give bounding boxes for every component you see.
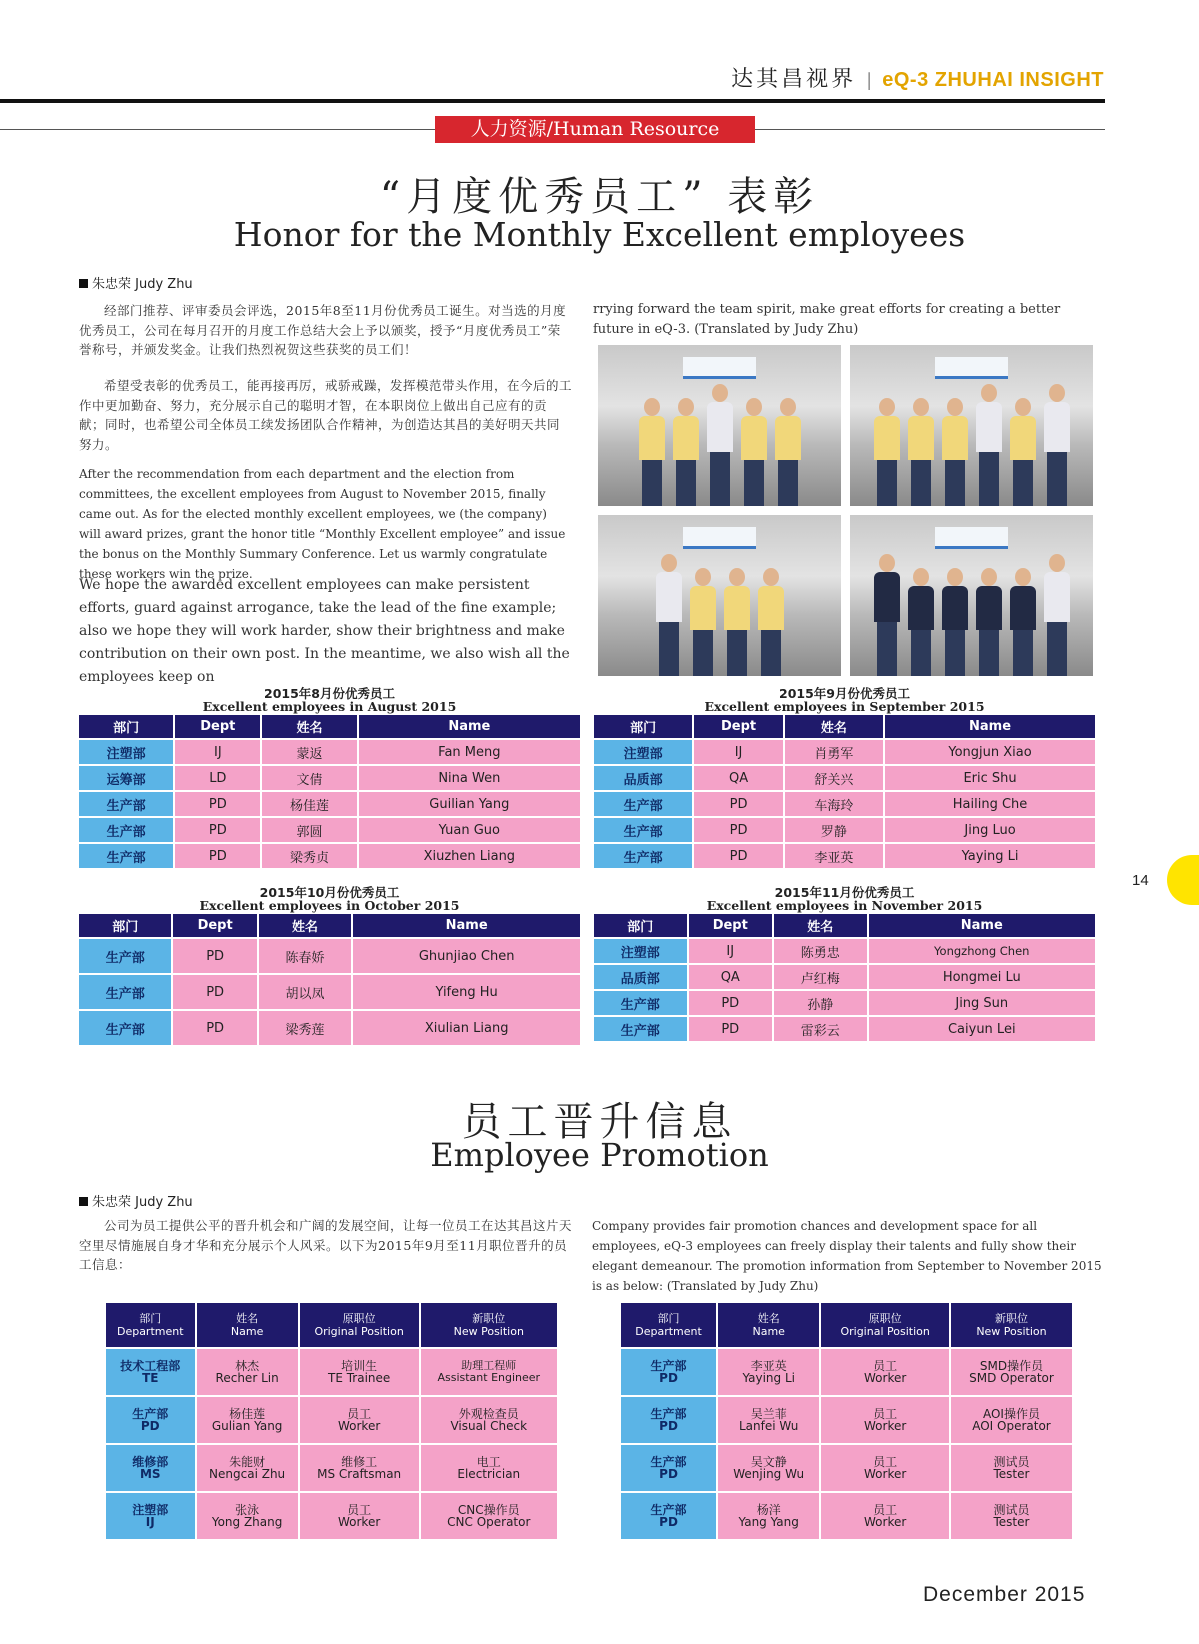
cell-dept: PD [694, 792, 783, 816]
col-header-new-position: 新职位 New Position [951, 1303, 1072, 1347]
cell-dept-cn: 生产部 [79, 792, 173, 816]
cell-dept-cn: 品质部 [594, 965, 687, 989]
cell-name: Yongzhong Chen [869, 939, 1095, 963]
cell-dept-cn: 品质部 [594, 766, 692, 790]
cell-new-position: 外观检查员 Visual Check [421, 1397, 557, 1443]
cell-dept-cn: 生产部 [79, 939, 171, 973]
article1-para-cn-2: 希望受表彰的优秀员工，能再接再厉，戒骄戒躁，发挥模范带头作用，在今后的工作中更加勤奋、努力，充分展示自己的聪明才智，在本职岗位上做出自己应有的贡献；同时，也希望公司全体员工续发扬团队合作精神，为创造达其昌的美好明天共同努力。 [79, 378, 573, 452]
table-row [621, 1445, 1072, 1491]
cell-name-cn: 雷彩云 [774, 1017, 867, 1041]
table-row [594, 1017, 1095, 1041]
cell-department: 生产部 PD [106, 1397, 195, 1443]
col-header: 部门 [79, 914, 171, 937]
cell-name-cn: 卢红梅 [774, 965, 867, 989]
cell-name: Yuan Guo [359, 818, 580, 842]
cell-department: 维修部 MS [106, 1445, 195, 1491]
cell-name: 杨佳莲 Gulian Yang [197, 1397, 298, 1443]
cell-name: Caiyun Lei [869, 1017, 1095, 1041]
table-caption-cn: 2015年8月份优秀员工 [264, 686, 395, 701]
article1-para-cn-1: 经部门推荐、评审委员会评选，2015年8至11月份优秀员工诞生。对当选的月度优秀员工，公司在每月召开的月度工作总结大会上予以颁奖，授予“月度优秀员工”荣誉称号，并颁发奖金。让我们热烈祝贺这些获奖的员工们！ [79, 303, 567, 357]
table-row [79, 975, 580, 1009]
cell-dept: QA [689, 965, 772, 989]
promotion-table [619, 1301, 1074, 1541]
cell-dept: PD [173, 939, 256, 973]
cell-dept: PD [689, 1017, 772, 1041]
cell-dept-cn: 生产部 [594, 818, 692, 842]
cell-name: Guilian Yang [359, 792, 580, 816]
cell-name: Nina Wen [359, 766, 580, 790]
article1-para-en-3: rrying forward the team spirit, make great efforts for creating a better future in eQ-3. (Translated by Judy Zhu) [593, 302, 1061, 337]
cell-dept: PD [175, 792, 260, 816]
cell-name-cn: 肖勇军 [785, 740, 883, 764]
table-september [592, 687, 1097, 870]
cell-dept-cn: 注塑部 [594, 740, 692, 764]
issue-date: December 2015 [923, 1583, 1086, 1606]
cell-original-position: 员工 Worker [821, 1493, 949, 1539]
cell-dept-cn: 生产部 [79, 975, 171, 1009]
table-row [106, 1397, 557, 1443]
col-header: 姓名 [259, 914, 351, 937]
cell-name: 张泳 Yong Zhang [197, 1493, 298, 1539]
cell-department: 生产部 PD [621, 1349, 716, 1395]
cell-dept-cn: 生产部 [79, 818, 173, 842]
cell-department: 技术工程部 TE [106, 1349, 195, 1395]
table-caption [77, 687, 582, 713]
cell-name: Eric Shu [885, 766, 1095, 790]
cell-dept: PD [689, 991, 772, 1015]
col-header: Dept [175, 715, 260, 738]
table-row [594, 792, 1095, 816]
table-row [79, 844, 580, 868]
cell-new-position: SMD操作员 SMD Operator [951, 1349, 1072, 1395]
cell-dept: PD [694, 844, 783, 868]
cell-new-position: AOI操作员 AOI Operator [951, 1397, 1072, 1443]
table-caption-cn: 2015年9月份优秀员工 [779, 686, 910, 701]
cell-dept-cn: 生产部 [79, 1011, 171, 1045]
article1-title-en: Honor for the Monthly Excellent employees [233, 215, 966, 254]
masthead-cn: 达其昌视界 [731, 67, 857, 92]
cell-original-position: 培训生 TE Trainee [300, 1349, 419, 1395]
cell-name-cn: 车海玲 [785, 792, 883, 816]
header-rule-thick [0, 99, 1105, 103]
article1-title-cn: “月度优秀员工” 表彰 [379, 174, 820, 220]
table-row [79, 1011, 580, 1045]
cell-dept: IJ [689, 939, 772, 963]
table-row [594, 818, 1095, 842]
col-header: Name [359, 715, 580, 738]
cell-dept-cn: 注塑部 [79, 740, 173, 764]
table-row [79, 766, 580, 790]
cell-name: Xiulian Liang [353, 1011, 580, 1045]
group-photo-icon [598, 345, 841, 506]
cell-dept: LD [175, 766, 260, 790]
cell-name: 林杰 Recher Lin [197, 1349, 298, 1395]
cell-name: 朱能财 Nengcai Zhu [197, 1445, 298, 1491]
page-tab [1167, 855, 1199, 905]
cell-name: Yongjun Xiao [885, 740, 1095, 764]
cell-name: 李亚英 Yaying Li [718, 1349, 819, 1395]
table-november [592, 886, 1097, 1043]
cell-dept: PD [173, 1011, 256, 1045]
cell-original-position: 员工 Worker [821, 1445, 949, 1491]
table-august [77, 687, 582, 870]
cell-department: 生产部 PD [621, 1397, 716, 1443]
group-photo-icon [850, 515, 1093, 676]
cell-name: 吴文静 Wenjing Wu [718, 1445, 819, 1491]
table-row [79, 818, 580, 842]
cell-name-cn: 罗静 [785, 818, 883, 842]
cell-name-cn: 梁秀莲 [259, 1011, 351, 1045]
cell-name-cn: 陈春娇 [259, 939, 351, 973]
page-number: 14 [1132, 872, 1149, 889]
cell-dept: IJ [694, 740, 783, 764]
cell-dept-cn: 生产部 [79, 844, 173, 868]
cell-name-cn: 杨佳莲 [262, 792, 356, 816]
col-header-original-position: 原职位 Original Position [300, 1303, 419, 1347]
col-header: Dept [173, 914, 256, 937]
table-caption-en: Excellent employees in October 2015 [199, 898, 460, 913]
cell-name: Yifeng Hu [353, 975, 580, 1009]
col-header: Name [869, 914, 1095, 937]
cell-dept-cn: 生产部 [594, 844, 692, 868]
col-header: 姓名 [785, 715, 883, 738]
table-row [79, 740, 580, 764]
table-row [106, 1349, 557, 1395]
cell-name-cn: 李亚英 [785, 844, 883, 868]
cell-new-position: 电工 Electrician [421, 1445, 557, 1491]
cell-department: 生产部 PD [621, 1493, 716, 1539]
cell-name-cn: 蒙返 [262, 740, 356, 764]
col-header: 部门 [594, 914, 687, 937]
article1-para-en-1: After the recommendation from each department and the election from committees, the excellent employees from August to November 2015, finally came out. As for the elected monthly excellent employees, we (the company) will award prizes, grant the honor title “Monthly Excellent employee” and issue the bonus on the Monthly Summary Conference. Let us warmly congratulate these workers win the prize. [79, 467, 566, 581]
cell-dept-cn: 生产部 [594, 792, 692, 816]
cell-dept-cn: 生产部 [594, 991, 687, 1015]
cell-new-position: 测试员 Tester [951, 1445, 1072, 1491]
cell-dept-cn: 生产部 [594, 1017, 687, 1041]
article2-byline: 朱忠荣 Judy Zhu [79, 1191, 193, 1210]
cell-name: Jing Sun [869, 991, 1095, 1015]
cell-name: 杨洋 Yang Yang [718, 1493, 819, 1539]
table-row [594, 740, 1095, 764]
table-row [594, 965, 1095, 989]
table-row [621, 1493, 1072, 1539]
col-header-new-position: 新职位 New Position [421, 1303, 557, 1347]
col-header: 姓名 [774, 914, 867, 937]
promotion-table [104, 1301, 559, 1541]
table-row [621, 1349, 1072, 1395]
table-caption [592, 687, 1097, 713]
table-row [594, 991, 1095, 1015]
section-tag: 人力资源/Human Resource [435, 116, 755, 143]
table-caption [592, 886, 1097, 912]
col-header-name: 姓名 Name [197, 1303, 298, 1347]
cell-department: 注塑部 IJ [106, 1493, 195, 1539]
cell-dept: PD [173, 975, 256, 1009]
table-caption-en: Excellent employees in September 2015 [704, 699, 985, 714]
table-row [594, 939, 1095, 963]
cell-original-position: 员工 Worker [821, 1397, 949, 1443]
table-row [106, 1445, 557, 1491]
cell-name: Ghunjiao Chen [353, 939, 580, 973]
col-header: Name [885, 715, 1095, 738]
cell-name-cn: 胡以凤 [259, 975, 351, 1009]
col-header-name: 姓名 Name [718, 1303, 819, 1347]
table-caption-cn: 2015年11月份优秀员工 [774, 885, 915, 900]
table-row [594, 844, 1095, 868]
cell-name: Hongmei Lu [869, 965, 1095, 989]
table-october [77, 886, 582, 1047]
group-photo-icon [850, 345, 1093, 506]
excellent-employees-table [592, 912, 1097, 1043]
cell-name: Xiuzhen Liang [359, 844, 580, 868]
table-caption-en: Excellent employees in November 2015 [706, 898, 983, 913]
table-caption-cn: 2015年10月份优秀员工 [259, 885, 400, 900]
col-header: 姓名 [262, 715, 356, 738]
table-row [594, 766, 1095, 790]
table-row [106, 1493, 557, 1539]
cell-name: Yaying Li [885, 844, 1095, 868]
cell-name: 吴兰菲 Lanfei Wu [718, 1397, 819, 1443]
cell-name-cn: 陈勇忠 [774, 939, 867, 963]
masthead-separator: | [866, 70, 873, 91]
table-caption-en: Excellent employees in August 2015 [202, 699, 457, 714]
article2-para-en: Company provides fair promotion chances and development space for all employees, eQ-3 employees can freely display their talents and fully show their elegant demeanour. The promotion information from September to November 2015 is as below: (Translated by Judy Zhu) [592, 1219, 1102, 1293]
col-header-department: 部门 Department [106, 1303, 195, 1347]
promotion-table-right [619, 1301, 1074, 1541]
cell-dept: PD [175, 818, 260, 842]
cell-department: 生产部 PD [621, 1445, 716, 1491]
cell-dept: QA [694, 766, 783, 790]
cell-new-position: CNC操作员 CNC Operator [421, 1493, 557, 1539]
cell-name-cn: 文倩 [262, 766, 356, 790]
cell-dept-cn: 注塑部 [594, 939, 687, 963]
cell-dept-cn: 运筹部 [79, 766, 173, 790]
cell-name: Fan Meng [359, 740, 580, 764]
col-header-original-position: 原职位 Original Position [821, 1303, 949, 1347]
cell-name: Hailing Che [885, 792, 1095, 816]
col-header-department: 部门 Department [621, 1303, 716, 1347]
promotion-table-left [104, 1301, 559, 1541]
col-header: 部门 [594, 715, 692, 738]
excellent-employees-table [592, 713, 1097, 870]
article2-title-cn: 员工晋升信息 [461, 1099, 738, 1145]
cell-dept: PD [175, 844, 260, 868]
masthead [731, 62, 1104, 93]
article2-title-en: Employee Promotion [430, 1136, 769, 1174]
group-photo-icon [598, 515, 841, 676]
excellent-employees-table [77, 713, 582, 870]
cell-dept: IJ [175, 740, 260, 764]
cell-original-position: 员工 Worker [300, 1493, 419, 1539]
cell-name-cn: 舒关兴 [785, 766, 883, 790]
table-row [79, 792, 580, 816]
cell-name-cn: 孙静 [774, 991, 867, 1015]
cell-new-position: 助理工程师 Assistant Engineer [421, 1349, 557, 1395]
col-header: 部门 [79, 715, 173, 738]
excellent-employees-table [77, 912, 582, 1047]
article2-para-cn: 公司为员工提供公平的晋升机会和广阔的发展空间，让每一位员工在达其昌这片天空里尽情施展自身才华和充分展示个人风采。以下为2015年9月至11月职位晋升的员工信息： [79, 1218, 573, 1272]
col-header: Dept [694, 715, 783, 738]
cell-new-position: 测试员 Tester [951, 1493, 1072, 1539]
cell-name-cn: 郭圆 [262, 818, 356, 842]
article1-para-en-2: We hope the awarded excellent employees can make persistent efforts, guard against arrogance, take the lead of the fine example; also we hope they will work harder, show their brightness and make contribution on their own post. In the meantime, we also wish all the employees keep on [79, 577, 570, 685]
cell-original-position: 员工 Worker [821, 1349, 949, 1395]
cell-name: Jing Luo [885, 818, 1095, 842]
cell-original-position: 维修工 MS Craftsman [300, 1445, 419, 1491]
article1-byline: 朱忠荣 Judy Zhu [79, 273, 193, 292]
cell-original-position: 员工 Worker [300, 1397, 419, 1443]
cell-dept: PD [694, 818, 783, 842]
col-header: Name [353, 914, 580, 937]
col-header: Dept [689, 914, 772, 937]
masthead-en: eQ-3 ZHUHAI INSIGHT [882, 69, 1104, 91]
cell-name-cn: 梁秀贞 [262, 844, 356, 868]
table-caption [77, 886, 582, 912]
table-row [79, 939, 580, 973]
table-row [621, 1397, 1072, 1443]
